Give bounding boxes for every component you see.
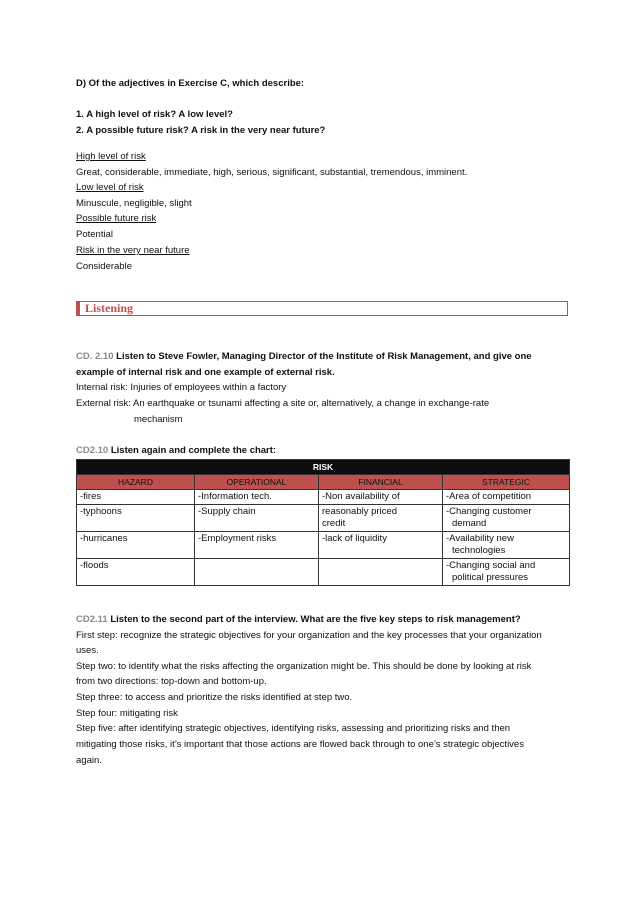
cell-line: credit [322, 518, 346, 529]
header-operational: OPERATIONAL [195, 475, 319, 490]
cd210b-prompt: Listen again and complete the chart: [110, 445, 277, 456]
step-line: Step four: mitigating risk [76, 708, 178, 719]
listening-section-header [76, 301, 568, 316]
cd210-prompt [76, 351, 532, 363]
table-cell [443, 532, 570, 559]
table-row [77, 490, 570, 505]
internal-risk: Internal risk: Injuries of employees within a factory [76, 382, 287, 393]
table-cell [443, 505, 570, 532]
header-financial: FINANCIAL [319, 475, 443, 490]
table-cell: -typhoons [77, 505, 195, 532]
exercise-d-question-1: 1. A high level of risk? A low level? [76, 109, 233, 120]
cd211-code: CD2.11 [76, 614, 108, 625]
step-line: again. [76, 755, 102, 766]
step-line: Step five: after identifying strategic objectives, identifying risks, assessing and prioritizing risks and then [76, 723, 511, 734]
header-strategic: STRATEGIC [443, 475, 570, 490]
near-risk-text: Considerable [76, 261, 132, 272]
cell-line: -Changing customer [446, 506, 532, 517]
cd211-prompt-text: Listen to the second part of the interview. What are the five key steps to risk management? [110, 614, 521, 625]
table-cell: -Non availability of [319, 490, 443, 505]
table-row [77, 559, 570, 586]
low-risk-text: Minuscule, negligible, slight [76, 198, 192, 209]
cd210-prompt-line-1: Listen to Steve Fowler, Managing Director of the Institute of Risk Management, and give one [116, 351, 532, 362]
table-cell: -floods [77, 559, 195, 586]
near-risk-label: Risk in the very near future [76, 245, 190, 256]
step-line: mitigating those risks, it’s important that those actions are flowed back through to one’s strategic objectives [76, 739, 524, 750]
low-risk-label: Low level of risk [76, 182, 144, 193]
cd210-code: CD. 2.10 [76, 351, 114, 362]
possible-risk-label: Possible future risk [76, 213, 157, 224]
step-line: from two directions: top-down and bottom-up. [76, 676, 267, 687]
header-hazard: HAZARD [77, 475, 195, 490]
risk-table [76, 459, 570, 586]
table-cell [195, 559, 319, 586]
cell-line: -Changing social and [446, 560, 536, 571]
cell-line: political pressures [452, 572, 529, 583]
table-cell: -Supply chain [195, 505, 319, 532]
step-line: First step: recognize the strategic objectives for your organization and the key processes that your organization [76, 630, 542, 641]
table-cell: -Area of competition [443, 490, 570, 505]
table-cell: -hurricanes [77, 532, 195, 559]
table-row [77, 505, 570, 532]
table-cell: -lack of liquidity [319, 532, 443, 559]
risk-table-title: RISK [77, 460, 570, 475]
high-risk-label: High level of risk [76, 151, 146, 162]
cd210-chart-prompt [76, 445, 276, 457]
table-cell: -Employment risks [195, 532, 319, 559]
table-cell: -fires [77, 490, 195, 505]
external-risk-line-1: External risk: An earthquake or tsunami affecting a site or, alternatively, a change in exchange-rate [76, 398, 490, 409]
cd211-prompt [76, 614, 521, 626]
table-cell [319, 505, 443, 532]
section-title: Listening [85, 301, 134, 315]
possible-risk-text: Potential [76, 229, 113, 240]
cd210b-code: CD2.10 [76, 445, 109, 456]
table-cell: -Information tech. [195, 490, 319, 505]
section-accent [77, 302, 80, 315]
exercise-d-question-2: 2. A possible future risk? A risk in the very near future? [76, 125, 326, 136]
cell-line: -Availability new [446, 533, 514, 544]
cell-line: demand [452, 518, 487, 529]
step-line: Step two: to identify what the risks affecting the organization might be. This should be done by looking at risk [76, 661, 532, 672]
table-cell [319, 559, 443, 586]
cell-line: technologies [452, 545, 506, 556]
high-risk-text: Great, considerable, immediate, high, serious, significant, substantial, tremendous, imminent. [76, 167, 468, 178]
external-risk-line-2: mechanism [134, 414, 183, 425]
exercise-d-heading: D) Of the adjectives in Exercise C, which describe: [76, 78, 305, 89]
step-line: Step three: to access and prioritize the risks identified at step two. [76, 692, 353, 703]
table-row [77, 532, 570, 559]
cell-line: reasonably priced [322, 506, 397, 517]
table-cell [443, 559, 570, 586]
cd210-prompt-line-2: example of internal risk and one example of external risk. [76, 367, 335, 378]
step-line: uses. [76, 645, 99, 656]
